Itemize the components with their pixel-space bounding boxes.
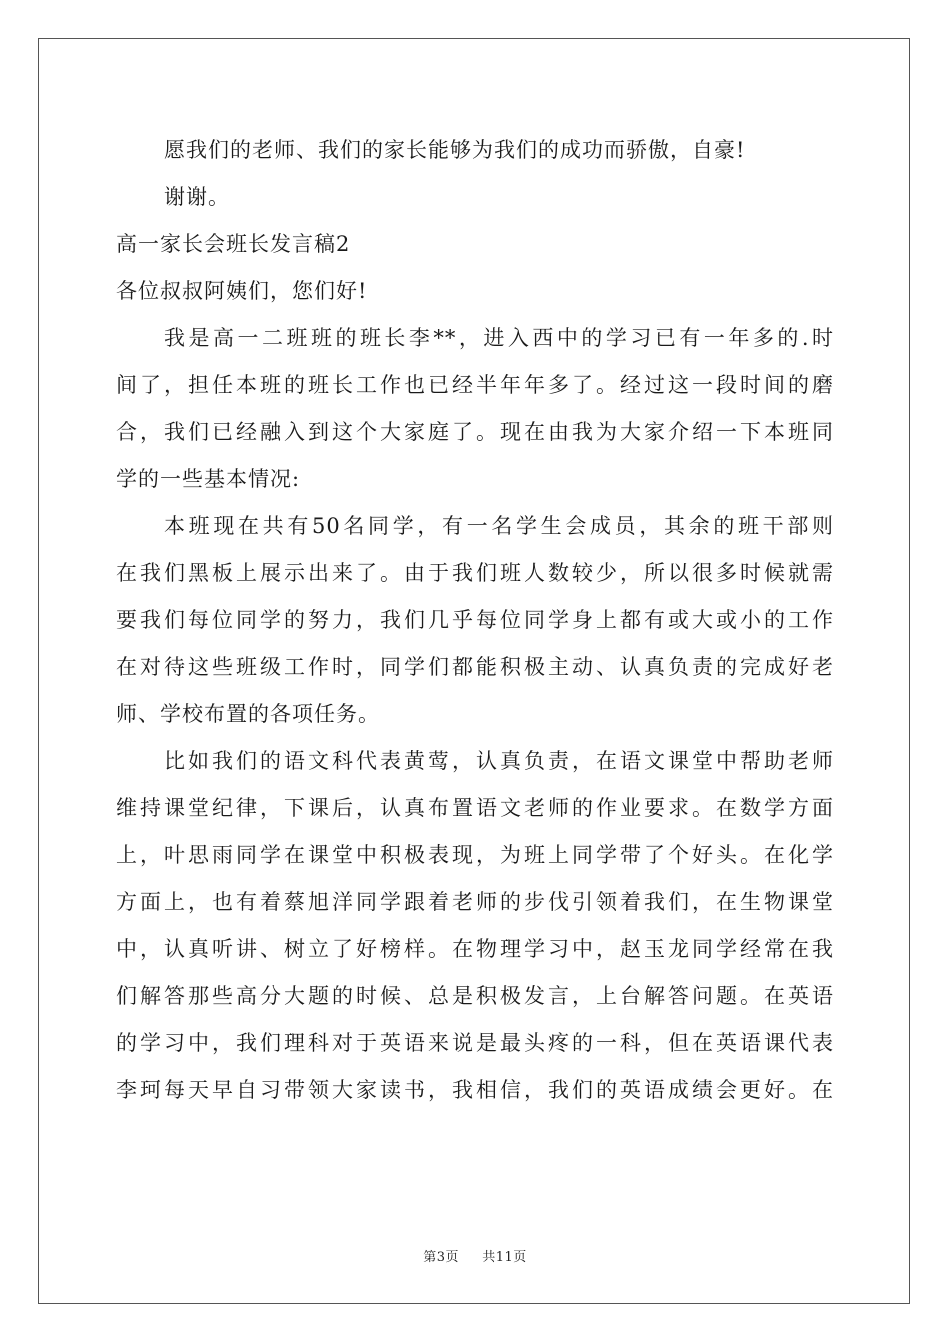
text-line: 间了，担任本班的班长工作也已经半年年多了。经过这一段时间的磨 [116,373,834,397]
text-line: 比如我们的语文科代表黄莺，认真负责，在语文课堂中帮助老师 [164,749,834,773]
text-line: 谢谢。 [164,185,230,209]
paragraph [116,315,834,503]
text-line: 高一家长会班长发言稿2 [116,232,351,256]
text-line: 维持课堂纪律，下课后，认真布置语文老师的作业要求。在数学方面 [116,796,834,820]
text-line: 中，认真听讲、树立了好榜样。在物理学习中，赵玉龙同学经常在我 [116,937,834,961]
document-body [116,127,834,1114]
text-line: 师、学校布置的各项任务。 [116,702,380,726]
paragraph [116,174,834,221]
paragraph [116,127,834,174]
text-line: 李珂每天早自习带领大家读书，我相信，我们的英语成绩会更好。在 [116,1078,834,1102]
text-line: 愿我们的老师、我们的家长能够为我们的成功而骄傲，自豪! [164,138,746,162]
section-title [116,221,834,268]
paragraph [116,738,834,1114]
text-line: 各位叔叔阿姨们，您们好! [116,279,368,303]
paragraph [116,503,834,738]
salutation [116,268,834,315]
text-line: 的学习中，我们理科对于英语来说是最头疼的一科，但在英语课代表 [116,1031,834,1055]
text-line: 在我们黑板上展示出来了。由于我们班人数较少，所以很多时候就需 [116,561,834,585]
text-line: 在对待这些班级工作时，同学们都能积极主动、认真负责的完成好老 [116,655,834,679]
text-line: 本班现在共有50名同学，有一名学生会成员，其余的班干部则 [164,514,834,538]
page-total: 共11页 [482,1250,527,1265]
text-line: 们解答那些高分大题的时候、总是积极发言，上台解答问题。在英语 [116,984,834,1008]
text-line: 上，叶思雨同学在课堂中积极表现，为班上同学带了个好头。在化学 [116,843,834,867]
text-line: 学的一些基本情况: [116,467,301,491]
page-number: 第3页 [423,1250,459,1265]
text-line: 我是高一二班班的班长李**，进入西中的学习已有一年多的.时 [164,326,834,350]
text-line: 方面上，也有着蔡旭洋同学跟着老师的步伐引领着我们，在生物课堂 [116,890,834,914]
text-line: 合，我们已经融入到这个大家庭了。现在由我为大家介绍一下本班同 [116,420,834,444]
page-footer [0,1246,950,1265]
text-line: 要我们每位同学的努力，我们几乎每位同学身上都有或大或小的工作 [116,608,834,632]
